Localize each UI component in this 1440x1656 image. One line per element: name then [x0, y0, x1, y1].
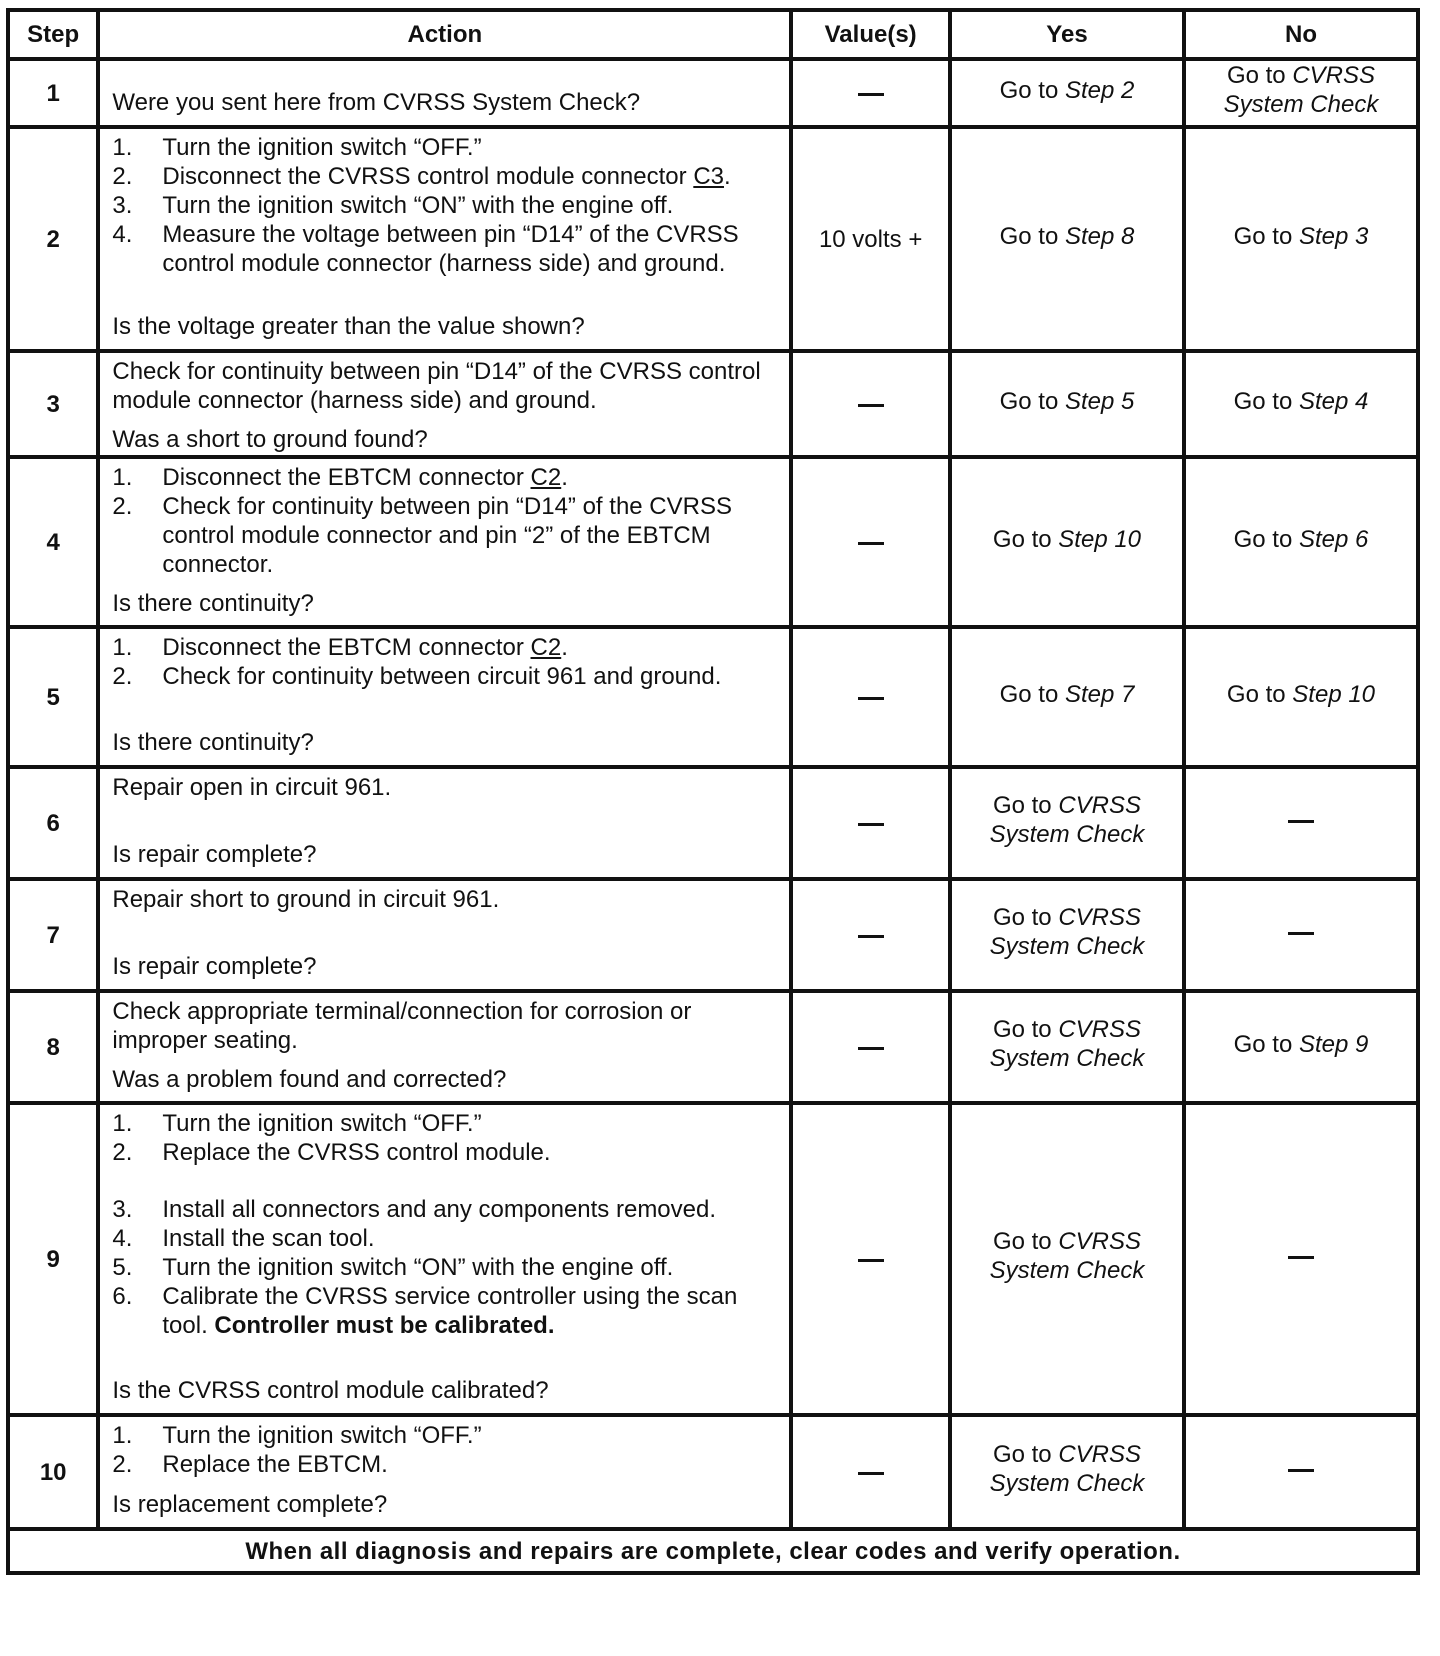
action-list-item — [112, 1109, 779, 1138]
item-text: Disconnect the EBTCM connector C2. — [162, 464, 568, 491]
action-question: Was a problem found and corrected? — [112, 1066, 507, 1093]
list-spacer — [112, 1167, 779, 1195]
yes-cell — [950, 1103, 1184, 1415]
table-row — [8, 457, 1418, 627]
no-goto-target: CVRSS — [1292, 62, 1376, 89]
yes-goto-target: Step 8 — [1064, 222, 1135, 250]
yes-goto — [952, 76, 1182, 105]
action-text: Check for continuity between pin “D14” of the CVRSS control module connector (harness side) and ground. — [112, 358, 761, 414]
no-cell — [1184, 991, 1418, 1103]
action-question: Is the CVRSS control module calibrated? — [112, 1377, 549, 1404]
item-text: Turn the ignition switch “ON” with the engine off. — [162, 1254, 674, 1281]
header-action: Action — [98, 10, 791, 59]
no-goto-prefix: Go to — [1233, 525, 1299, 553]
yes-cell — [950, 627, 1184, 767]
action-list — [112, 133, 779, 278]
action-cell — [98, 627, 791, 767]
no-goto-prefix: Go to — [1226, 62, 1293, 89]
yes-goto-target: CVRSS — [1058, 1228, 1141, 1255]
action-cell — [98, 1415, 791, 1529]
action-list-item — [112, 220, 779, 278]
no-cell — [1184, 457, 1418, 627]
value-dash — [858, 1259, 884, 1262]
no-goto — [1186, 680, 1416, 709]
item-number: 2. — [112, 1139, 133, 1166]
item-number: 2. — [112, 493, 133, 520]
action-list — [112, 1421, 779, 1479]
yes-goto-line2: System Check — [989, 1257, 1145, 1284]
action-steps — [112, 883, 779, 914]
action-content — [112, 995, 779, 1099]
item-number: 1. — [112, 634, 133, 661]
action-list-item — [112, 133, 779, 162]
action-list-item — [112, 492, 779, 579]
yes-goto-prefix: Go to — [992, 792, 1059, 819]
item-number: 2. — [112, 663, 133, 690]
table-row — [8, 1103, 1418, 1415]
step-number: 1 — [8, 59, 98, 127]
yes-goto-target: CVRSS — [1058, 1441, 1141, 1468]
action-question: Is there continuity? — [112, 590, 314, 617]
yes-goto-target: CVRSS — [1058, 792, 1141, 819]
yes-goto-line2: System Check — [989, 1470, 1145, 1497]
table-row — [8, 351, 1418, 457]
action-list-item — [112, 1138, 779, 1167]
item-text: Turn the ignition switch “OFF.” — [162, 134, 482, 161]
step-number: 6 — [8, 767, 98, 879]
diagnostic-table-page — [6, 8, 1420, 1575]
action-steps — [112, 63, 779, 65]
action-content — [112, 1107, 779, 1411]
table-row — [8, 59, 1418, 127]
value-cell — [791, 457, 950, 627]
yes-cell — [950, 879, 1184, 991]
header-yes: Yes — [950, 10, 1184, 59]
no-cell — [1184, 127, 1418, 351]
value-dash — [858, 697, 884, 700]
action-steps — [112, 771, 779, 802]
action-cell — [98, 351, 791, 457]
action-question: Is repair complete? — [112, 841, 317, 868]
item-text: Check for continuity between pin “D14” of the CVRSS control module connector and pin “2” of the EBTCM connector. — [162, 493, 732, 578]
no-goto — [1186, 1030, 1416, 1059]
yes-goto-target: CVRSS — [1058, 1016, 1141, 1043]
action-text: Repair open in circuit 961. — [112, 774, 392, 801]
action-list-item — [112, 633, 779, 662]
action-cell — [98, 991, 791, 1103]
action-content — [112, 631, 779, 763]
connector-ref: C2 — [530, 634, 562, 661]
yes-goto-prefix: Go to — [992, 525, 1059, 553]
value-dash — [858, 1047, 884, 1050]
no-goto — [1186, 222, 1416, 251]
item-number: 2. — [112, 1451, 133, 1478]
action-question: Was a short to ground found? — [112, 426, 428, 453]
item-text: Calibrate the CVRSS service controller using the scan tool. Controller must be calibrated. — [162, 1283, 738, 1339]
no-goto-line2: System Check — [1223, 91, 1379, 118]
no-cell — [1184, 1103, 1418, 1415]
yes-goto-prefix: Go to — [992, 1228, 1059, 1255]
no-dash — [1288, 932, 1314, 935]
action-list-item — [112, 1450, 779, 1479]
action-list-item — [112, 463, 779, 492]
no-goto-target: Step 10 — [1292, 680, 1376, 708]
value-cell: 10 volts + — [791, 127, 950, 351]
value-cell — [791, 879, 950, 991]
item-number: 4. — [112, 1225, 133, 1252]
no-cell — [1184, 1415, 1418, 1529]
no-goto-prefix: Go to — [1233, 387, 1299, 415]
yes-goto-target: Step 7 — [1064, 680, 1135, 708]
table-row — [8, 627, 1418, 767]
item-number: 1. — [112, 1110, 133, 1137]
yes-cell — [950, 991, 1184, 1103]
action-steps — [112, 1107, 779, 1340]
item-text: Disconnect the CVRSS control module connector C3. — [162, 163, 731, 190]
item-number: 3. — [112, 192, 133, 219]
item-number: 3. — [112, 1196, 133, 1223]
action-question: Is the voltage greater than the value shown? — [112, 313, 585, 340]
no-goto — [1186, 525, 1416, 554]
no-cell — [1184, 351, 1418, 457]
value-cell — [791, 767, 950, 879]
action-cell — [98, 879, 791, 991]
item-number: 5. — [112, 1254, 133, 1281]
no-goto-prefix: Go to — [1233, 1030, 1299, 1058]
no-cell — [1184, 879, 1418, 991]
item-text: Measure the voltage between pin “D14” of the CVRSS control module connector (harness side) and ground. — [162, 221, 739, 277]
yes-goto — [952, 903, 1182, 932]
no-cell — [1184, 767, 1418, 879]
action-content — [112, 131, 779, 347]
yes-goto-prefix: Go to — [999, 76, 1065, 104]
yes-cell — [950, 59, 1184, 127]
action-steps — [112, 461, 779, 579]
no-goto-target: Step 6 — [1298, 525, 1369, 553]
header-row — [8, 10, 1418, 59]
footer-row — [8, 1529, 1418, 1573]
value-cell — [791, 627, 950, 767]
action-content — [112, 771, 779, 875]
step-number: 9 — [8, 1103, 98, 1415]
value-dash — [858, 542, 884, 545]
yes-goto-target: CVRSS — [1058, 904, 1141, 931]
value-dash — [858, 1472, 884, 1475]
action-steps — [112, 995, 779, 1055]
value-cell — [791, 1103, 950, 1415]
table-body — [8, 59, 1418, 1529]
table-row — [8, 767, 1418, 879]
step-number: 2 — [8, 127, 98, 351]
action-text: Repair short to ground in circuit 961. — [112, 886, 500, 913]
yes-goto-prefix: Go to — [992, 904, 1059, 931]
item-text: Replace the EBTCM. — [162, 1451, 388, 1478]
yes-goto-target: Step 2 — [1064, 76, 1135, 104]
value-cell — [791, 59, 950, 127]
action-cell — [98, 457, 791, 627]
no-goto-prefix: Go to — [1226, 680, 1293, 708]
connector-ref: C2 — [530, 464, 562, 491]
action-content — [112, 461, 779, 623]
action-text: Check appropriate terminal/connection for corrosion or improper seating. — [112, 998, 692, 1054]
header-step: Step — [8, 10, 98, 59]
header-values: Value(s) — [791, 10, 950, 59]
action-list-item — [112, 1224, 779, 1253]
item-number: 1. — [112, 1422, 133, 1449]
action-question: Is replacement complete? — [112, 1491, 388, 1518]
step-number: 8 — [8, 991, 98, 1103]
yes-cell — [950, 457, 1184, 627]
action-question: Is there continuity? — [112, 729, 314, 756]
yes-goto-prefix: Go to — [992, 1441, 1059, 1468]
item-number: 2. — [112, 163, 133, 190]
no-dash — [1288, 1256, 1314, 1259]
yes-goto-prefix: Go to — [999, 680, 1065, 708]
item-text: Install the scan tool. — [162, 1225, 375, 1252]
step-number: 4 — [8, 457, 98, 627]
yes-goto-target: Step 10 — [1058, 525, 1142, 553]
step-number: 10 — [8, 1415, 98, 1529]
action-cell — [98, 1103, 791, 1415]
yes-goto-prefix: Go to — [999, 222, 1065, 250]
header-no: No — [1184, 10, 1418, 59]
no-dash — [1288, 1469, 1314, 1472]
action-list — [112, 1109, 779, 1340]
no-goto — [1186, 61, 1416, 90]
item-number: 4. — [112, 221, 133, 248]
action-steps — [112, 131, 779, 278]
item-text: Replace the CVRSS control module. — [162, 1139, 551, 1166]
yes-cell — [950, 1415, 1184, 1529]
action-steps — [112, 1419, 779, 1479]
yes-goto — [952, 1015, 1182, 1044]
value-dash — [858, 935, 884, 938]
value-dash — [858, 823, 884, 826]
table-row — [8, 127, 1418, 351]
action-steps — [112, 631, 779, 691]
yes-goto — [952, 387, 1182, 416]
value-dash — [858, 404, 884, 407]
action-steps — [112, 355, 779, 415]
yes-cell — [950, 351, 1184, 457]
item-text: Disconnect the EBTCM connector C2. — [162, 634, 568, 661]
action-list-item — [112, 1195, 779, 1224]
no-goto-target: Step 4 — [1298, 387, 1369, 415]
action-content — [112, 1419, 779, 1525]
step-number: 3 — [8, 351, 98, 457]
action-cell — [98, 127, 791, 351]
action-list — [112, 463, 779, 579]
table-row — [8, 879, 1418, 991]
value-cell — [791, 351, 950, 457]
yes-goto — [952, 680, 1182, 709]
yes-goto-prefix: Go to — [999, 387, 1065, 415]
action-list-item — [112, 162, 779, 191]
item-text: Check for continuity between circuit 961 and ground. — [162, 663, 722, 690]
no-goto-target: Step 9 — [1298, 1030, 1369, 1058]
no-cell — [1184, 59, 1418, 127]
item-number: 1. — [112, 464, 133, 491]
no-goto-target: Step 3 — [1298, 222, 1369, 250]
item-number: 1. — [112, 134, 133, 161]
yes-cell — [950, 767, 1184, 879]
action-content — [112, 63, 779, 123]
yes-goto-line2: System Check — [989, 821, 1145, 848]
yes-goto — [952, 222, 1182, 251]
item-text: Install all connectors and any components removed. — [162, 1196, 717, 1223]
step-number: 5 — [8, 627, 98, 767]
action-content — [112, 883, 779, 987]
item-text: Turn the ignition switch “OFF.” — [162, 1422, 482, 1449]
emphasis-text: Controller must be calibrated. — [214, 1312, 555, 1339]
yes-goto-target: Step 5 — [1064, 387, 1135, 415]
action-list — [112, 633, 779, 691]
yes-goto — [952, 525, 1182, 554]
step-number: 7 — [8, 879, 98, 991]
action-list-item — [112, 191, 779, 220]
value-cell — [791, 1415, 950, 1529]
value-dash — [858, 93, 884, 96]
table-row — [8, 991, 1418, 1103]
no-goto — [1186, 387, 1416, 416]
table-row — [8, 1415, 1418, 1529]
action-list-item — [112, 1253, 779, 1282]
value-cell — [791, 991, 950, 1103]
action-list-item — [112, 1282, 779, 1340]
action-list-item — [112, 662, 779, 691]
footer-note: When all diagnosis and repairs are complete, clear codes and verify operation. — [8, 1529, 1418, 1573]
no-goto-prefix: Go to — [1233, 222, 1299, 250]
action-content — [112, 355, 779, 453]
connector-ref: C3 — [693, 163, 724, 190]
action-cell — [98, 767, 791, 879]
yes-goto — [952, 791, 1182, 820]
no-dash — [1288, 820, 1314, 823]
diagnostic-table — [6, 8, 1420, 1575]
yes-goto-line2: System Check — [989, 933, 1145, 960]
item-number: 6. — [112, 1283, 133, 1310]
item-text: Turn the ignition switch “OFF.” — [162, 1110, 482, 1137]
yes-cell — [950, 127, 1184, 351]
yes-goto — [952, 1440, 1182, 1469]
yes-goto-line2: System Check — [989, 1045, 1145, 1072]
action-question: Is repair complete? — [112, 953, 317, 980]
action-cell — [98, 59, 791, 127]
yes-goto-prefix: Go to — [992, 1016, 1059, 1043]
action-question: Were you sent here from CVRSS System Check? — [112, 89, 641, 116]
action-list-item — [112, 1421, 779, 1450]
yes-goto — [952, 1227, 1182, 1256]
item-text: Turn the ignition switch “ON” with the engine off. — [162, 192, 674, 219]
no-cell — [1184, 627, 1418, 767]
